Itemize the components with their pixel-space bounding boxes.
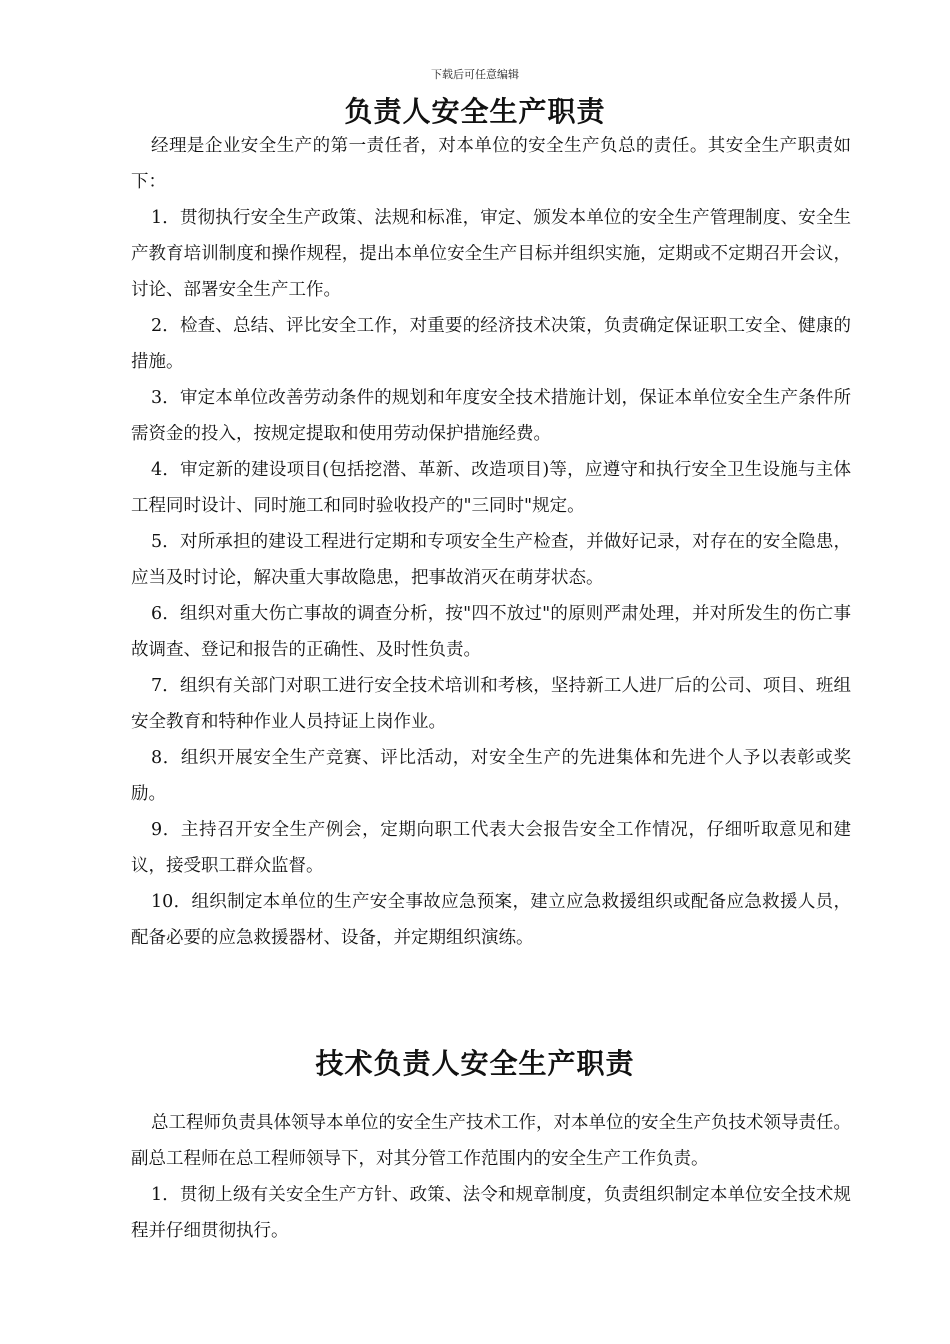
section-body <box>131 1105 851 1249</box>
paragraph: 5．对所承担的建设工程进行定期和专项安全生产检查，并做好记录，对存在的安全隐患，应当及时讨论，解决重大事故隐患，把事故消灭在萌芽状态。 <box>131 532 851 588</box>
paragraph: 总工程师负责具体领导本单位的安全生产技术工作，对本单位的安全生产负技术领导责任。副总工程师在总工程师领导下，对其分管工作范围内的安全生产工作负责。 <box>131 1113 851 1169</box>
paragraph: 3．审定本单位改善劳动条件的规划和年度安全技术措施计划，保证本单位安全生产条件所需资金的投入，按规定提取和使用劳动保护措施经费。 <box>131 388 851 444</box>
paragraph: 10．组织制定本单位的生产安全事故应急预案，建立应急救援组织或配备应急救援人员，配备必要的应急救援器材、设备，并定期组织演练。 <box>131 892 851 948</box>
paragraph: 7．组织有关部门对职工进行安全技术培训和考核，坚持新工人进厂后的公司、项目、班组安全教育和特种作业人员持证上岗作业。 <box>131 676 851 732</box>
paragraph: 1．贯彻上级有关安全生产方针、政策、法令和规章制度，负责组织制定本单位安全技术规程并仔细贯彻执行。 <box>131 1185 851 1241</box>
paragraph: 经理是企业安全生产的第一责任者，对本单位的安全生产负总的责任。其安全生产职责如下： <box>131 136 851 192</box>
paragraph: 9．主持召开安全生产例会，定期向职工代表大会报告安全工作情况，仔细听取意见和建议，接受职工群众监督。 <box>131 820 851 876</box>
section-body <box>131 128 851 956</box>
paragraph: 8．组织开展安全生产竞赛、评比活动，对安全生产的先进集体和先进个人予以表彰或奖励。 <box>131 748 851 804</box>
paragraph: 2．检查、总结、评比安全工作，对重要的经济技术决策，负责确定保证职工安全、健康的措施。 <box>131 316 851 372</box>
section-title: 技术负责人安全生产职责 <box>315 1047 635 1080</box>
paragraph: 1．贯彻执行安全生产政策、法规和标准，审定、颁发本单位的安全生产管理制度、安全生产教育培训制度和操作规程，提出本单位安全生产目标并组织实施，定期或不定期召开会议，讨论、部署安全生产工作。 <box>131 208 851 300</box>
paragraph: 4．审定新的建设项目(包括挖潜、革新、改造项目)等，应遵守和执行安全卫生设施与主体工程同时设计、同时施工和同时验收投产的"三同时"规定。 <box>131 460 851 516</box>
section-title: 负责人安全生产职责 <box>344 95 606 128</box>
page-header: 下载后可任意编辑 <box>431 68 519 81</box>
paragraph: 6．组织对重大伤亡事故的调查分析，按"四不放过"的原则严肃处理，并对所发生的伤亡事故调查、登记和报告的正确性、及时性负责。 <box>131 604 851 660</box>
